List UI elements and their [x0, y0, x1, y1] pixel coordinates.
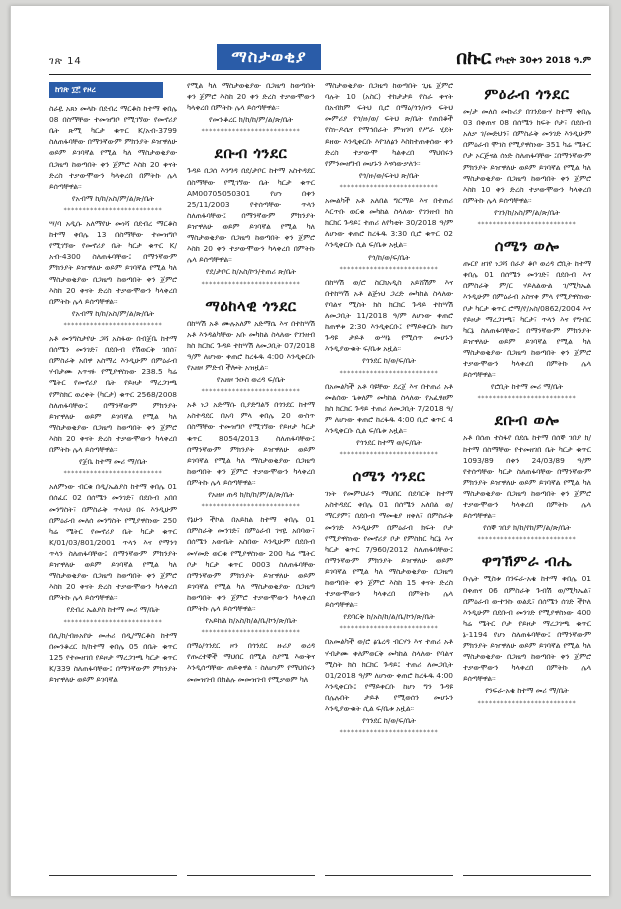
notices-column-2 [187, 80, 315, 882]
notice-columns [49, 80, 591, 882]
notices-column-4 [463, 80, 591, 882]
section-heading: ዋግኽምራ ብሔ [481, 552, 573, 571]
notice-paragraph: በከሣሽ ወ/ሮ ስርክአዲስ አይሸሽም እና በተከሣሽ አቶ ልጅነህ ጋረድ መካከል ስላለው የባልና ሚስት ክስ ክርክር ጉዳይ ተከሣሽ ለመጋቢት 11/2018 ዓ/ም ለሆነው ቀጠሮ ከጠዋቱ 2:30 እንዲቀርቡ፤ የማይቀርቡ ከሆነ ጉዳዩ ታይቶ ውሣኔ የሚሰጥ መሆኑን እንዲያውቁት ፍ/ቤቱ አዟል። [325, 277, 453, 354]
notice-signature: የሮቢት ከተማ መሪ ማ/ቤት [490, 382, 564, 392]
asterisk-separator: ************************** [201, 128, 301, 136]
section-heading: ሰሜን ወሎ [494, 237, 560, 256]
notice-signature: የአዘዞ ጠዳ ክ/ከ/ከ/ም/ል/ጽ/ቤት [208, 490, 294, 500]
notices-column-1 [49, 80, 177, 882]
notice-paragraph: በሊ/ከ/ብዙአየሁ መሐሪ በዲ/ማርቆስ ከተማ በመንቆረር ክ/ከተማ ቀበሌ 05 በቤት ቁጥር 125 የተመዘገበ የይዞታ ማረጋገጫ ካርታ ቁጥር K/339 ስለጠፋባቸው፤ በማንኛውም ምክንያት ይዠዋለሁ ወይም ይገባኛል [49, 630, 177, 685]
notice-paragraph: አቶ ነጋ አድማሱ ቢያድግልኝ በጎንደር ከተማ አስተዳደር በአባ ምላ ቀበሌ 20 ውስጥ በስማቸው ተመዝግቦ የሚገኘው የይዞታ ካርታ ቁጥር 8054/2013 ስለጠፋባቸው፤ በማንኛውም ምክንያት ይዠዋለሁ ወይም ይገባኛል የሚል ካለ ማስታወቂያው በጋዜጣ ከወጣበት ቀን ጀምሮ ተቃውሞውን ካላቀረበ በምትኩ ሌላ ይሰጣቸዋል። [187, 400, 315, 487]
asterisk-separator: ************************** [63, 470, 163, 478]
notice-paragraph: ገነት የመምህራን ማህበር በደባርቅ ከተማ አስተዳደር ቀበሌ 01 በሰሜን አለበል ወ/ማርያም፣ በደቡብ ማመቂያ ዘቀለ፣ በምስራቅ መንገድ እንዲሁም በምዕራብ ክፍት ቦታ የሚያዋስነው የመኖሪያ ቦታ የምስክር ካርኔ እና ካርታ ቁጥር 7/960/2012 ስለጠፋባቸው፤ በማንኛውም ምክንያት ይዠዋለሁ ወይም ይገባኛል የሚል ካለ ማስታወቂያው በጋዜጣ ከወጣበት ቀን ጀምሮ እስከ 15 ቀናት ድረስ ተቃውሞውን ካላቀረበ በምትኩ ሌላ ይሰጣቸዋል። [325, 489, 453, 610]
asterisk-separator: ************************** [339, 369, 439, 377]
notice-paragraph: መ/ታ መለሰ መኩሪያ በገንደውሃ ከተማ ቀበሌ 03 በቀጠና 08 በሰሜን ክፍት ቦታ፣ በደቡብ አለቃ ገ/መድህን፣ በምስራቅ መንገድ እንዲሁም በምዕራብ ሞገስ የሚያዋስነው 351 ካሬ ሜትር ቦታ ኦርጅናል ሰነድ ስለጠፋባቸው ፤በማንኛውም ምክንያት ይዠዋለሁ ወይም ይገባኛል የሚል ካለ ማስታወቂያው በጋዜጣ ከወጣበት ቀን ጀምሮ እስከ 10 ቀን ድረስ ተቃውሞውን ካላቀረበ በምትኩ ሌላ ይሰጣቸዋል። [463, 107, 591, 205]
page-number-label: ገጽ 14 [49, 56, 82, 67]
masthead-block [456, 49, 591, 70]
notice-signature: የመንቆረር ክ/ከ/ከ/ም/ል/ጽ/ቤት [209, 115, 293, 125]
asterisk-separator: ************************** [339, 183, 439, 191]
asterisk-separator: ************************** [339, 625, 439, 633]
asterisk-separator: ************************** [63, 618, 163, 626]
notice-paragraph: አለምነው ብርቁ በዲ/ኤልያስ ከተማ ቀበሌ 01 በሰፈር 02 በሰሜን መንገድ፣ በደቡብ አበበ መንግስት፣ በምስራቅ ጥላነህ በሩ እንዲሁም በምዕራብ መለሰ መንግስት የሚያዋስነው 250 ካሬ ሜትር የመኖሪያ ቤት ካርታ ቁጥር K/01/03/801/2001 ጥላን እና የማንጎ ጥላን ስለጠፋባቸው፤ በማንኛውም ምክንያት ይዠዋለሁ ወይም ይገባኛል የሚል ካለ ማስታወቂያው በጋዜጣ ከወጣበት ቀን ጀምሮ እስከ 20 ቀናት ድረስ ተቃውሞውን ካላቀረበ በምትኩ ሌላ ይሰጣቸዋል። [49, 482, 177, 603]
notice-paragraph: ጉዳይ በጋሰ እንግዳ በደ/ታቦር ከተማ አስተዳደር በስማቸው የሚገኘው ቤት ካርታ ቁጥር AM00705050301 የሆነ በቀን 25/11/2003 የተሰጣቸው ጥላን ስለጠፋባቸው፤ በማንኛውም ምክንያት ይዠዋለሁ ወይም ይገባኛል የሚል ካለ ማስታወቂያው በጋዜጣ ከወጣበት ቀን ጀምሮ እስከ 20 ቀን ተቃውሞውን ካላቀረበ በምትኩ ሌላ ይሰጣቸዋል። [187, 166, 315, 265]
continued-from-tag: ከገጽ ፲፫ የዞረ [49, 82, 163, 98]
notice-paragraph: አቶ መንግስታየሁ ጋሻ አስፋው በብጀቤ ከተማ በሰሜን መንገድ፣ በደቡብ የሽወርቅ ገበሰ፣ በምስራቅ አበዋ አስማረ እንዲሁም በምዕራብ ሃብታሙ አጥናፉ የሚያዋስነው 238.5 ካሬ ሜትር የመኖሪያ ቤት የይዞታ ማረጋገጫ የምስክር ወረቀት (ካርታ) ቁጥር 2568/2008 ስለጠፋባቸው፤ በማንኛውም ምክንያት ይዠዋለሁ ወይም ይገባኛል የሚል ካለ ማስታወቂያው በጋዜጣ ከወጣበት ቀን ጀምሮ እስከ 20 ቀናት ድረስ ተቃውሞውን ካላቀረበ በምትኩ ሌላ ይሰጣቸዋል። [49, 333, 177, 455]
notices-column-3 [325, 80, 453, 882]
header-divider-rule [49, 74, 591, 75]
notice-signature: የደ/ታቦር ከ/አስ/ኮን/ተጠሪ ጽ/ቤት [205, 267, 297, 277]
notice-signature: የጎንደር ከተማ ወ/ፍ/ቤት [356, 438, 422, 448]
notice-signature: የጎንደር ከ/ወ/ፍ/ቤት [362, 356, 416, 366]
issue-date: የካቲት 30ቀን 2018 ዓ.ም [495, 56, 591, 67]
notice-paragraph: አመልካች አቶ አለበል ግርማይ እና በተጠሪ እርጥቡ ወርቁ መካከል ስላለው የገንዘብ ክስ ክርክር ጉዳይ፤ ተጠሪ ለየካቲት 30/2018 ዓ/ም ለሆነው ቀጠሮ ከረፋዱ 3:30 ቢሮ ቁጥር 02 እንዲቀርቡ ሲል ፍ/ቤቱ አዟል። [325, 195, 453, 250]
notice-paragraph: ቡሌት ሚስቱ በንፍራ-አቄ ከተማ ቀበሌ 01 በቀጠና 06 በምስራቅ ጉብሽ ወ/ሚካኤል፣ በምዕራብ ውተንኩ ወልዴ፣ በሰሜን ሰገድ ችኮለ እንዲሁም በደቡብ መንገድ የሚያዋስነው 400 ካሬ ሜትር ቦታ የይዞታ ማረጋገጫ ቁጥር ኔ-1194 የሆነ ስለጠፋባቸው፤ በማንኛውም ምክንያት ይዠዋለሁ ወይም ይገባኛል የሚል ካለ ማስታወቂያው በጋዜጣ ከወጣበት ቀን ጀምሮ ተቃውሞውን ካላቀረበ በምትኩ ሌላ ይሰጣቸዋል። [463, 574, 591, 684]
notice-signature: የሰኞ ገበያ ክ/ከ/የከ/ም/ል/ጽ/ቤት [483, 523, 571, 533]
notice-signature: የጎ/ዙ/ወ/ፍትህ ጽ/ቤት [358, 170, 420, 180]
page-header [49, 40, 591, 70]
newspaper-masthead: በኩር [456, 47, 492, 69]
notices-section-banner: ማስታወቂያ [217, 44, 320, 70]
notice-paragraph: የኔሁን ችኮል በአይከል ከተማ ቀበሌ 01 በምስራቅ መንገድ፣ በምዕራብ ገናዬ አበባው፣ በሰሜን አውቤት አስበው እንዲሁም በደቡብ መሃመድ ወርቁ የሚያዋስነው 200 ካሬ ሜትር ቦታ ካርታ ቁጥር 0003 ስለጠፋባቸው በማንኛውም ምክንያት ይዠዋለሁ ወይም ይገባኛል የሚል ካለ ማስታወቂያው በጋዜጣ ከወጣበት ቀን ጀምሮ ተቃውሞውን ካላቀረበ በምትኩ ሌላ ይሰጣቸዋል። [187, 515, 315, 614]
notice-signature: የአብማ ከ/ከ/አስ/ም/ል/ጽ/ቤት [71, 308, 155, 318]
notice-signature: የንፍራ-አቄ ከተማ መሪ ማ/ቤት [485, 686, 569, 696]
notice-paragraph: በማዕ/ጎንደር ዞን በጎንደር ዙሪያ ወረዳ የጡረተኞች ማህበር በሚል ስያሜ እውቅና እንዲሰጣቸው ጠይቀዋል ፡ ስለሆነም የማህበሩን መመዝገብ በክልሉ መመዝገብ የሚቃወም ካለ [187, 641, 315, 684]
asterisk-separator: ************************** [201, 629, 301, 637]
notice-paragraph: በከሣሽ አቶ ሙሉአለም አድማሴ እና በተከሣሽ አቶ እንዳልካቸው አቡ መካከል ስላለው የገንዘብ ክስ ክርክር ጉዳይ ተከሣሽ ለመጋቢት 07/2018 ዓ/ም ለሆነው ቀጠሮ ከረፋዱ 4:00 እንዲቀርቡ የአዘዞ ምድብ ችሎት አዝዟል። [187, 318, 315, 372]
notice-paragraph: ሣ/ባ አዲሱ አለማየሁ መነሻ በደብረ ማርቆስ ከተማ ቀበሌ 13 በስማቸው ተመዝግቦ የሚገኘው የመኖሪያ ቤት ካርታ ቁጥር K/አብ-4300 ስለጠፋባቸው፤ በማንኛውም ምክንያት ይዠዋለሁ ወይም ይገባኛል የሚል ካለ ማስታወቂያው በጋዜጣ ከወጣበት ቀን ጀምሮ እስከ 20 ቀናት ድረስ ተቃውሞውን ካላቀረበ በምትኩ ሌላ ይሰጣቸዋል። [49, 218, 177, 306]
section-heading: ማዕከላዊ ጎንደር [205, 296, 297, 315]
notice-signature: የአይከል ከ/አስ/ከ/ል/ቤ/ኮን/ጽ/ቤት [205, 616, 297, 626]
notice-paragraph: በአመልካች ወ/ሮ ፅጌረዳ ብርሃን እና ተጠሪ አቶ ሃብታሙ ቀለምወርቅ መካከል ስላለው የባልና ሚስት ክስ ክርክር ጉዳይ፤ ተጠሪ ለመጋቢት 01/2018 ዓ/ም ለሆነው ቀጠሮ ከረፋዱ 4:00 እንዲቀርቡ፤ የማይቀርቡ ከሆነ ግን ጉዳዩ በሌሉበት ታይቶ የሚወሰን መሆኑን እንዲያውቁት ሲል ፍ/ቤቱ አዟል። [325, 637, 453, 714]
notice-signature: የጎንደር ከ/ወ/ፍ/ቤት [362, 716, 416, 726]
section-heading: ደቡብ ጎንደር [214, 144, 288, 163]
asterisk-separator: ************************** [477, 221, 577, 229]
asterisk-separator: ************************** [339, 729, 439, 737]
asterisk-separator: ************************** [477, 395, 577, 403]
asterisk-separator: ************************** [201, 503, 301, 511]
notice-signature: የደባርቅ ከ/አስ/ከ/ል/ቤ/ኮን/ጽ/ቤት [343, 612, 435, 622]
notice-paragraph: አቶ በሰጠ ተስፋየ በደሴ ከተማ በሰኞ ገበያ ክ/ከተማ በስማቸው የተመዘገበ ቤት ካርታ ቁጥር 1093/89 በቀን 24/03/89 ዓ/ም የተሰጣቸው ካርታ ስለጠፋባቸው በማንኛውም ምክንያት ይዠዋለሁ ወይም ይገባኛል የሚል ካለ ማስታወቂያው በጋዜጣ ከወጣበት ቀን ጀምሮ ተቃውሞውን ካላቀረበ በምትኩ ሌላ ይሰጣቸዋል። [463, 433, 591, 521]
asterisk-separator: ************************** [201, 388, 301, 396]
newspaper-page [10, 6, 609, 896]
notice-signature: የአብማ ከ/ከ/አስ/ም/ል/ጽ/ቤት [71, 193, 155, 203]
notice-paragraph: ስራዬ አጸነ መላኩ በደብረ ማርቆስ ከተማ ቀበሌ 08 በስማቸው ተመዝግቦ የሚገኘው የመኖሪያ ቤት ጽሚ ካርታ ቁጥር K/አብ-3799 ስለጠፋባቸው በማንኛውም ምክንያት ይዠዋለሁ ወይም ይገባኛል የሚል ካለ ማስታወቂያው በጋዜጣ ከወጣበት ቀን ጀምሮ እስከ 20 ቀናት ድረስ ተቃውሞውን ካላቀረበ በምትኩ ሌላ ይሰጣቸዋል። [49, 104, 177, 191]
section-heading: ሰሜን ጎንደር [352, 467, 426, 486]
asterisk-separator: ************************** [201, 280, 301, 288]
notice-paragraph: ጡርየ ዘገየ ነጋሻ በራያ ቆቦ ወረዳ ሮቢት ከተማ ቀበሌ 01 በሰሜን መንገድ፣ በደቡብ እና በምስራቅ ም/ር ሃይለልውል ገ/ሚካኤል እንዲሁም በምዕራብ አስናቀ ምላ የሚያዋስነው ቦታ ካርታ ቁጥር ሮማ/የ/አስ/0862/2004 እና የይዞታ ማረጋገጫ፣ ካርታ፣ ጥላን እና የግብር ካርኔ ስለጠፋባቸው፤ በማንኛውም ምክንያት ይዠዋለሁ ወይም ይገባኛል የሚል ካለ ማስታወቂያው በጋዜጣ ከወጣበት ቀን ጀምሮ ተቃውሞውን ካላቀረበ በምትኩ ሌላ ይሰጣቸዋል። [463, 259, 591, 380]
notice-signature: የጎ/ከ/ወ/ፍ/ቤት [368, 252, 410, 262]
notice-signature: የጀቤ ከተማ መሪ ማ/ቤት [78, 457, 148, 467]
notice-paragraph: በአመልካች አቶ ባዩቸው ደረጀ እና በተጠሪ አቶ መልሰው ጌቱለም መካከል ስላለው የአፈፃፀም ክስ ክርክር ጉዳይ ተጠሪ ለመጋቢት 7/2018 ዓ/ም ለሆነው ቀጠሮ ከረፋዱ 4:00 ቢሮ ቁጥር 4 እንዲቀርቡ ሲል ፍ/ቤቱ አዟል። [325, 381, 453, 435]
asterisk-separator: ************************** [63, 321, 163, 329]
asterisk-separator: ************************** [339, 451, 439, 459]
asterisk-separator: ************************** [477, 699, 577, 707]
column-end-rule [49, 875, 177, 876]
asterisk-separator: ************************** [63, 206, 163, 214]
asterisk-separator: ************************** [477, 536, 577, 544]
notice-paragraph: ማስታወቂያው በጋዜጣ ከወጣበት ጊዜ ጀምሮ ባሉት 10 (አስር) ተከታታይ የስራ ቀናት በአብክም ፍትህ ቢሮ በማዕ/ጎን/ዞን ፍትህ መምሪያ የጎ/ዙ/ወ/ ፍትህ ጽ/ቤት የጠበቆች የስነ-ዶሴና የማኅበራት ምዝገባ የሥራ ሂደት ይዘው እንዲቀርቡ እየገለፅን እስከተጠቀሰው ቀን ድረስ ተቃውሞ ካልቀረበ ማህበሩን የምንመዘግብ መሆኑን እናሳውቃለን። [325, 81, 453, 168]
notice-paragraph: የሚል ካለ ማስታወቂያው በጋዜጣ ከወጣበት ቀን ጀምሮ እስከ 20 ቀን ድረስ ተቃውሞውን ካላቀረበ በምትኩ ሌላ ይሰጣቸዋል። [187, 81, 315, 113]
notice-signature: የደብረ ኤልያስ ከተማ መሪ ማ/ቤት [66, 605, 160, 615]
section-heading: ምዕራብ ጎንደር [484, 85, 570, 103]
notice-signature: የገን/ከ/አስ/ም/ል/ጽ/ቤት [494, 207, 560, 217]
asterisk-separator: ************************** [339, 265, 439, 273]
section-heading: ደቡብ ወሎ [494, 411, 560, 430]
notice-signature: የአዘዞ ንዑስ ወረዳ ፍ/ቤት [216, 375, 286, 385]
column-end-rule [463, 875, 591, 876]
column-end-rule [325, 875, 453, 876]
column-end-rule [187, 875, 315, 876]
